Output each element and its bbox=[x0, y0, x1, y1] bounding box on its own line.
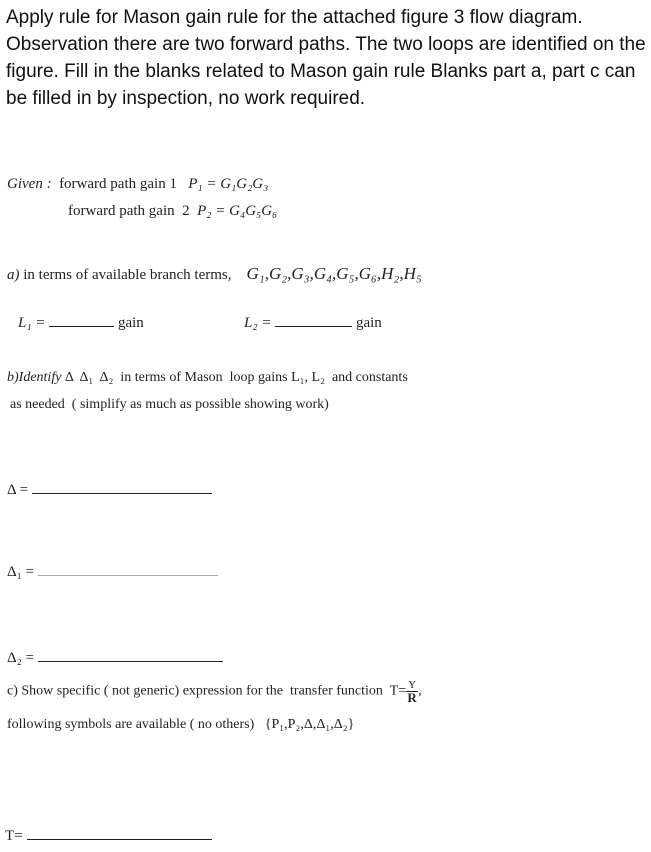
part-c-text: c) Show specific ( not generic) expression for the transfer function T= bbox=[7, 683, 407, 699]
t-label: T= bbox=[5, 828, 23, 844]
delta1-label: Δ₁ = bbox=[7, 564, 35, 580]
delta2-blank[interactable] bbox=[38, 649, 223, 662]
problem-statement: Apply rule for Mason gain rule for the attached figure 3 flow diagram. Observation there are two forward paths. The two loops are identified on the figure. Fill in the blanks related to Mason gain rule Blanks part a, part c can be filled in by inspection, no work required. bbox=[6, 7, 646, 109]
fraction-denominator: R bbox=[407, 690, 417, 705]
path1-label: forward path gain 1 bbox=[59, 176, 177, 192]
delta1-row bbox=[7, 563, 218, 581]
l2-label: L₂ = bbox=[244, 315, 272, 331]
part-b-text: Δ Δ₁ Δ₂ in terms of Mason loop gains L₁, L₂ and constants bbox=[64, 370, 408, 385]
delta2-row bbox=[7, 649, 223, 667]
given-label: Given : bbox=[7, 176, 52, 192]
part-c-line-1: c) Show specific ( not generic) expression for the transfer function T= $\frac{Y}{R}$ , bbox=[7, 679, 422, 705]
path2-expression: P₂ = G₄G₅G₆ bbox=[197, 203, 278, 219]
given-line-2 bbox=[68, 203, 277, 220]
part-a-line bbox=[7, 264, 422, 284]
branch-terms: G₁,G₂,G₃,G₄,G₅,G₆,H₂,H₅ bbox=[246, 264, 422, 283]
part-a-text: in terms of available branch terms, bbox=[23, 267, 232, 283]
l1-row bbox=[18, 314, 144, 332]
delta-label: Δ = bbox=[7, 482, 29, 498]
l2-gain-label: gain bbox=[355, 315, 382, 331]
delta2-label: Δ₂ = bbox=[7, 650, 35, 666]
part-b-label: b)Identify bbox=[7, 370, 62, 385]
delta-blank[interactable] bbox=[32, 481, 212, 494]
fraction-numerator: Y bbox=[408, 679, 417, 691]
part-b-line-1 bbox=[7, 370, 408, 386]
t-blank[interactable] bbox=[27, 827, 212, 840]
delta-row bbox=[7, 481, 212, 499]
l1-gain-label: gain bbox=[117, 315, 144, 331]
l1-label: L₁ = bbox=[18, 315, 46, 331]
path1-expression: P₁ = G₁G₂G₃ bbox=[188, 176, 269, 192]
available-symbols: following symbols are available ( no others) {P₁,P₂,Δ,Δ₁,Δ₂} bbox=[7, 717, 355, 732]
t-row bbox=[5, 827, 212, 845]
part-a-label: a) bbox=[7, 267, 20, 283]
l2-row bbox=[244, 314, 382, 332]
path2-label: forward path gain 2 bbox=[68, 203, 190, 219]
l1-blank[interactable] bbox=[49, 314, 114, 327]
delta1-blank[interactable] bbox=[38, 563, 218, 576]
part-b-instructions: as needed ( simplify as much as possible showing work) bbox=[10, 397, 329, 412]
l2-blank[interactable] bbox=[275, 314, 352, 327]
transfer-function-fraction bbox=[406, 680, 418, 703]
given-line-1 bbox=[7, 176, 268, 193]
